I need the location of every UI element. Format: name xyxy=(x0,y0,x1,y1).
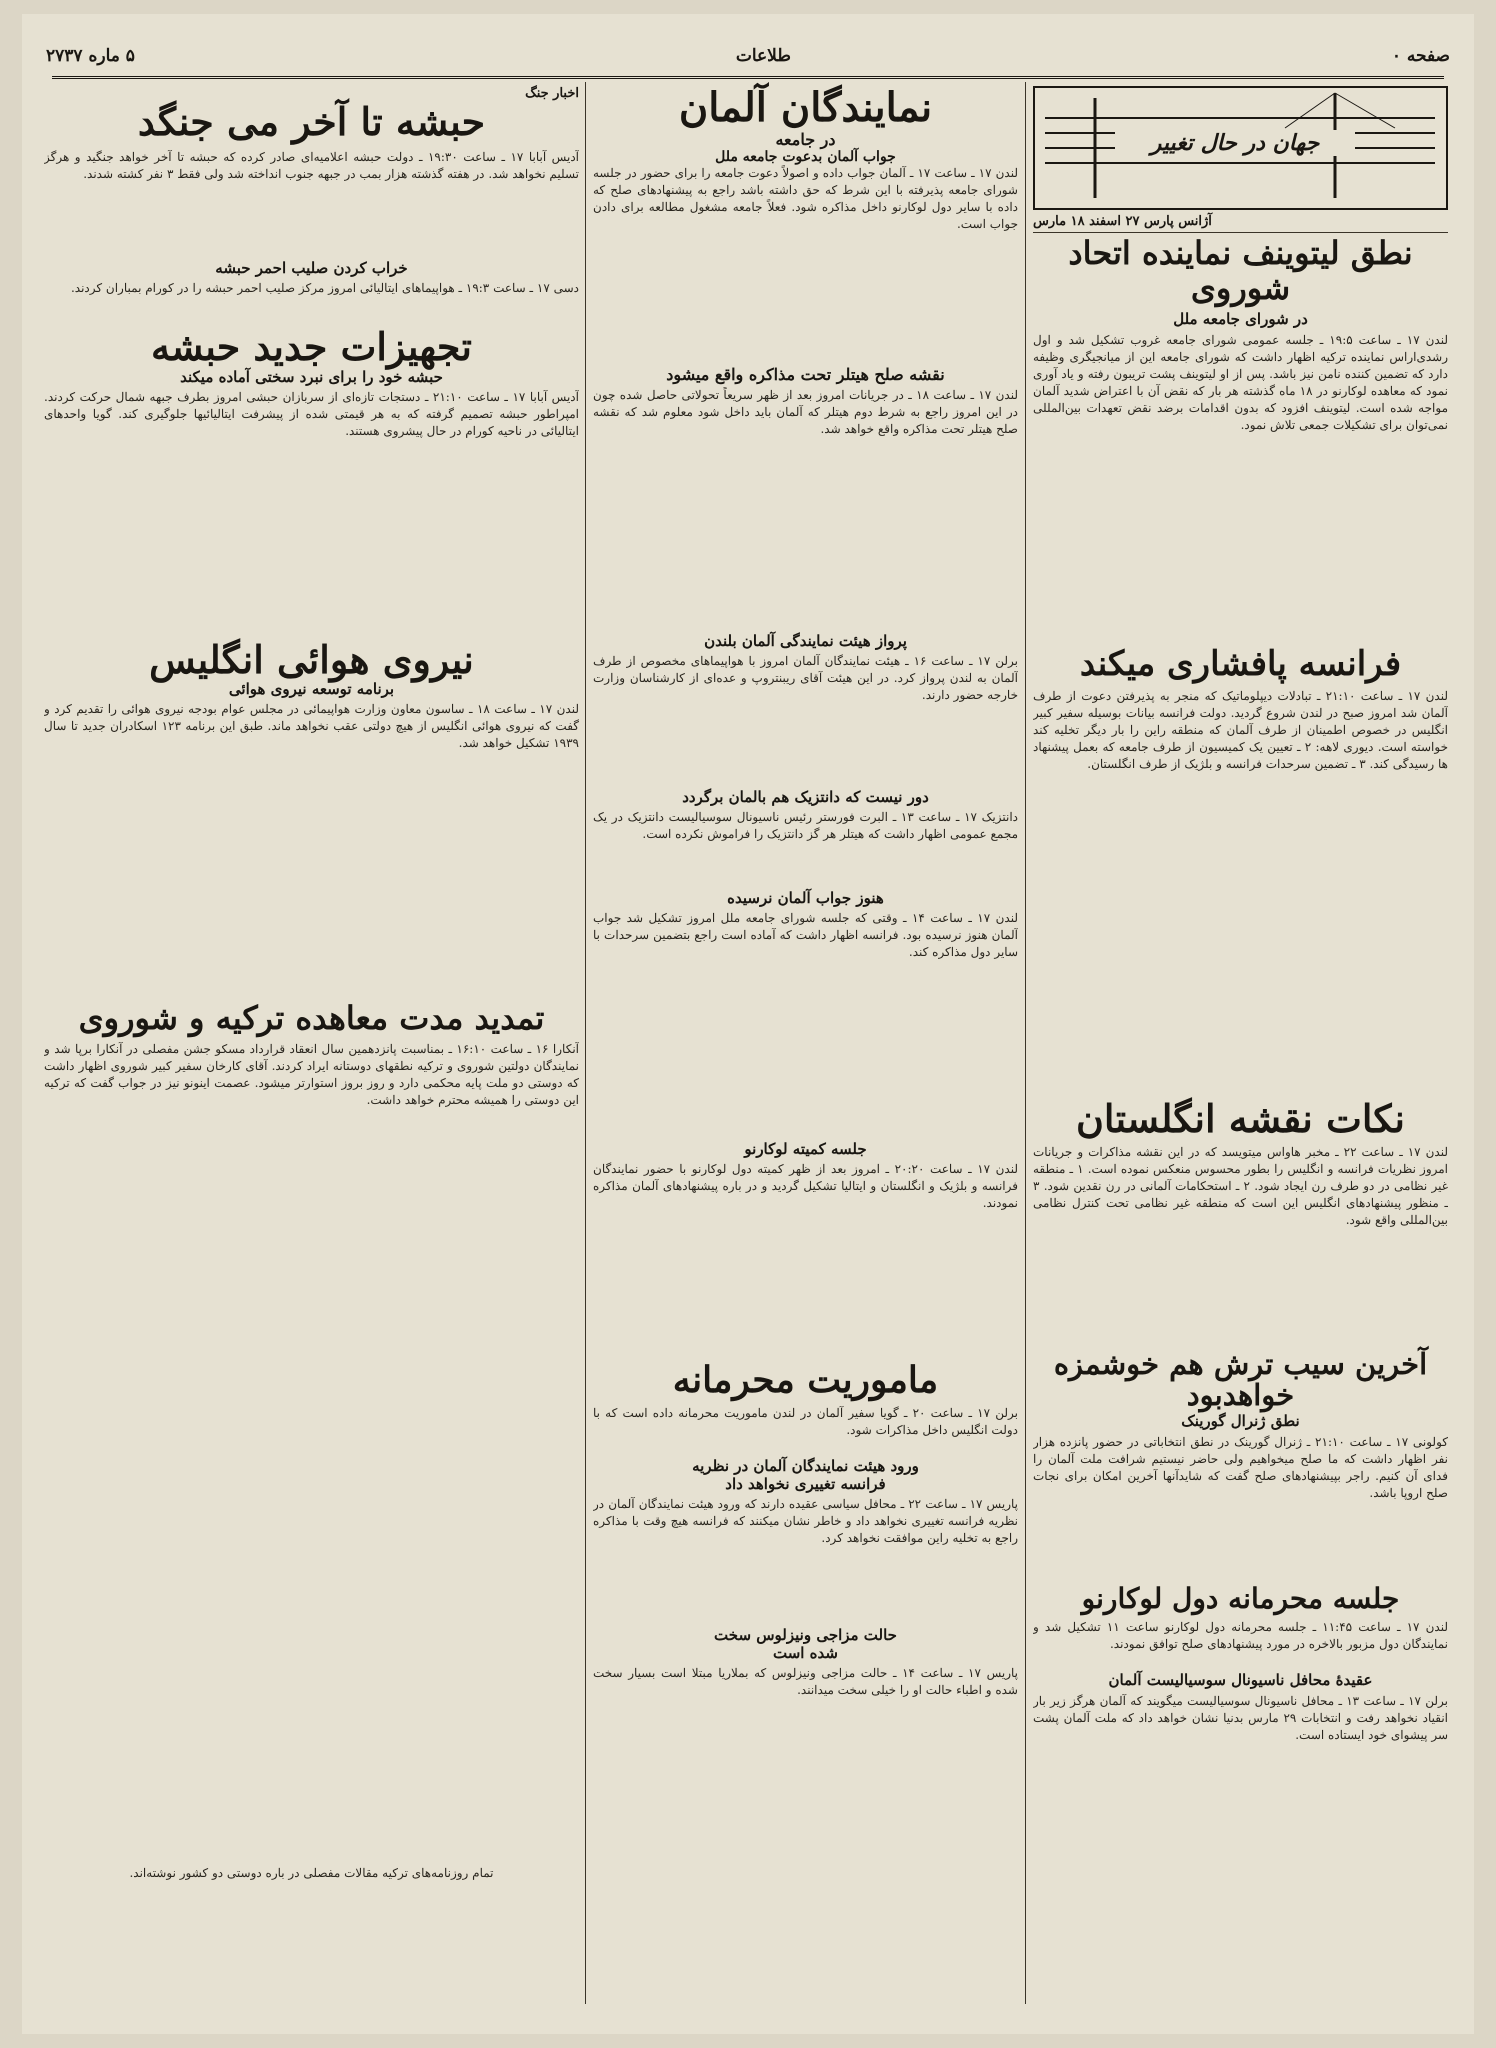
page-number: صفحه ۰ xyxy=(1391,46,1450,66)
article-mission: برلن ۱۷ ـ ساعت ۲۰ ـ گویا سفیر آلمان در لندن ماموریت محرمانه داده است که با دولت انگلیس داخل مذاکرات شود. xyxy=(593,1405,1018,1437)
banner-title: جهان در حال تغییر xyxy=(1115,130,1355,156)
article-hitler: لندن ۱۷ ـ ساعت ۱۸ ـ در جریانات امروز بعد از ظهر سریعاً تحولاتی حاصل شده چون در این امروز راجع به شرط دوم هیتلر که آلمان باید داخل شود معلوم شد که نقشه صلح هیتلر تحت مذاکره واقع خواهد شد. xyxy=(593,388,1018,436)
headline-england: نکات نقشه انگلستان xyxy=(1076,1095,1405,1141)
headline-flight: پرواز هیئت نمایندگی آلمان بلندن xyxy=(704,632,907,650)
headline-reply: هنوز جواب آلمان نرسیده xyxy=(727,889,884,907)
headline-litvinov: نطق لیتوینف نماینده اتحاد شوروی xyxy=(1068,234,1413,308)
subhead2-german: جواب آلمان بدعوت جامعه ملل xyxy=(715,149,896,165)
article-committee: لندن ۱۷ ـ ساعت ۲۰:۲۰ ـ امروز بعد از ظهر کمیته دول لوکارنو با حضور نمایندگان فرانسه و بلژیک و انگلستان و ایتالیا تشکیل گردید و در باره پیشنهادهای آلمان مذاکره نمودند. xyxy=(593,1162,1018,1210)
headline-mood2: شده است xyxy=(773,1643,838,1662)
article-fascism: برلن ۱۷ ـ ساعت ۱۳ ـ محافل ناسیونال سوسیالیست میگویند که آلمان هرگز زیر بار انقیاد نخواهد رفت و انتخابات ۲۹ مارس بدنیا نشان خواهد داد که ملت آلمان پشت سر پیشوای خود ایستاده است. xyxy=(1033,1694,1448,1743)
headline-turkey: تمدید مدت معاهده ترکیه و شوروی xyxy=(78,999,545,1038)
headline-mission: ماموریت محرمانه xyxy=(672,1359,939,1401)
page-header xyxy=(46,36,1450,76)
dateline: آژانس پارس ۲۷ اسفند ۱۸ مارس xyxy=(1033,214,1212,229)
headline-german: نمایندگان آلمان xyxy=(678,84,933,131)
header-rule xyxy=(52,76,1444,79)
article-raf: لندن ۱۷ ـ ساعت ۱۸ ـ ساسون معاون وزارت هواپیمائی در مجلس عوام بودجه نیروی هوائی را تقدیم کرد و گفت که نیروی هوائی انگلیس از هیچ دولتی عقب نخواهد ماند. طبق این برنامه ۱۲۳ اسکادران جدید تا سال ۱۹۳۹ تشکیل خواهد شد. xyxy=(44,702,579,751)
subhead-new-equip: حبشه خود را برای نبرد سختی آماده میکند xyxy=(180,367,443,386)
article-flight: برلن ۱۷ ـ ساعت ۱۶ ـ هیئت نمایندگان آلمان امروز با هواپیماهای مخصوص از طرف آلمان به لندن پرواز کرد. در این هیئت آقای ریبنتروپ و عده‌ای از کارشناسان وزارت خارجه حضور دارند. xyxy=(593,654,1018,702)
middle-column xyxy=(593,86,1018,1720)
article-england: لندن ۱۷ ـ ساعت ۲۲ ـ مخبر هاواس میتویسد که در این نقشه مذاکرات و جریانات امروز نظریات فرانسه و انگلیس را بطور محسوس منعکس نموده است. ۱ ـ منطقه غیر نظامی در دو طرف رن ایجاد شود. ۲ ـ استحکامات آلمانی در رن نقدین شود. ۳ ـ منظور پیشنهادهای انگلیس این است که منطقه غیر نظامی تحت کنترل نظامی بین‌المللی واقع شود. xyxy=(1033,1144,1448,1227)
headline-france: فرانسه پافشاری میکند xyxy=(1079,644,1402,685)
left-column xyxy=(44,86,579,1882)
subhead-raf: برنامه توسعه نیروی هوائی xyxy=(228,680,395,699)
article-red-cross: دسی ۱۷ ـ ساعت ۱۹:۳ ـ هواپیماهای ایتالیائی امروز مرکز صلیب احمر حبشه را در کورام بمباران کردند. xyxy=(70,280,579,295)
headline-entry2: فرانسه تغییری نخواهد داد xyxy=(725,1474,886,1493)
article-german: لندن ۱۷ ـ ساعت ۱۷ ـ آلمان جواب داده و اصولاً دعوت جامعه را برای حضور در جلسه شورای جامعه پذیرفته با این شرط که حق داشته باشد راجع به پیشنهادهای صلح که داده با سایر دول لوکارنو داخل مذاکره شود. فعلاً جامعه مشغول مطالعه برای دادن جواب است. xyxy=(593,166,1018,231)
article-locarno: لندن ۱۷ ـ ساعت ۱۱:۴۵ ـ جلسه محرمانه دول لوکارنو ساعت ۱۱ تشکیل شد و نمایندگان دول مزبور بالاخره در مورد پیشنهادهای صلح توافق نمودند. xyxy=(1033,1620,1448,1652)
subhead-apple: نطق ژنرال گورینک xyxy=(1181,1412,1300,1431)
headline-committee: جلسه کمیته لوکارنو xyxy=(744,1140,867,1158)
headline-dantzig: دور نیست که دانتزیک هم بالمان برگردد xyxy=(682,788,929,806)
headline-new-equip: تجهیزات جدید حبشه xyxy=(150,323,473,369)
article-dantzig: دانتزیک ۱۷ ـ ساعت ۱۳ ـ البرت فورستر رئیس ناسیونال سوسیالیست دانتزیک در یک مجمع عمومی اظهار داشت که هیتلر هر گز دانتزیک را فراموش نکرده است. xyxy=(593,810,1018,841)
article-new-equip: آدیس آبابا ۱۷ ـ ساعت ۲۱:۱۰ ـ دستجات تازه‌ای از سربازان حبشی امروز بطرف جبهه شمال حرکت کردند. امپراطور حبشه تصمیم گرفته که به هر قیمتی شده از پیشرفت ایتالیائیها جلوگیری کند. گویا واحدهای ایتالیائی در ناحیه کورام در حال پیشروی هستند. xyxy=(44,389,579,438)
rule xyxy=(1033,232,1448,233)
article-france: لندن ۱۷ ـ ساعت ۲۱:۱۰ ـ تبادلات دیپلوماتیک که منجر به پذیرفتن دعوت از طرف آلمان شد امروز صبح در لندن شروع گردید. دولت فرانسه بیانات بوسیله سفیر کبیر انگلیس در خصوص اطمینان از طرف آلمان که منطقه راین را بار دیگر تخلیه کند خواسته است. دیوری لاهه: ۲ ـ تعیین یک کمیسیون از طرف جامعه که بعمل پیشنهاد ها رسیدگی کند. ۳ ـ تضمین سرحدات فرانسه و بلژیک از طرف انگلستان. xyxy=(1033,688,1448,771)
article-entry: پاریس ۱۷ ـ ساعت ۲۲ ـ محافل سیاسی عقیده دارند که ورود هیئت نمایندگان آلمان در نظریه فرانسه تغییری نخواهد داد و خاطر نشان میکنند که فرانسه هیچ وقت با مذاکره راجع به تخلیه راین موافقت نخواهد کرد. xyxy=(593,1496,1018,1545)
headline-raf: نیروی هوائی انگلیس xyxy=(149,636,474,682)
issue-number: ۵ ماره ۲۷۳۷ xyxy=(46,46,135,66)
article-reply: لندن ۱۷ ـ ساعت ۱۴ ـ وقتی که جلسه شورای جامعه ملل امروز تشکیل شد جواب آلمان هنوز نرسیده بود. فرانسه اظهار داشت که آماده است راجع بتضمین سرحدات با سایر دول مذاکره کند. xyxy=(593,911,1018,959)
headline-war: حبشه تا آخر می جنگد xyxy=(137,99,486,144)
paper-title: طلاعات xyxy=(735,46,791,66)
article-turkey: آنکارا ۱۶ ـ ساعت ۱۶:۱۰ ـ بمناسبت پانزدهمین سال انعقاد قرارداد مسکو جشن مفصلی در آنکارا برپا شد و نمایندگان دولتین شوروی و ترکیه نطقهای دوستانه ایراد کردند. آقای کارخان سفیر کبیر شوروی اظهار داشت که دوستی دو ملت پایه محکمی دارد و روز بروز استوارتر میشود. عصمت اینونو نیز در جواب گفت که ترکیه این دوستی را همیشه محترم خواهد داشت. xyxy=(44,1041,579,1107)
subhead-red-cross: خراب کردن صلیب احمر حبشه xyxy=(215,258,408,277)
subhead-german: در جامعه xyxy=(775,130,836,149)
newspaper-page xyxy=(22,14,1474,2034)
headline-mood: حالت مزاجی ونیزلوس سخت xyxy=(714,1625,897,1644)
world-banner xyxy=(1033,86,1448,210)
article-note: تمام روزنامه‌های ترکیه مقالات مفصلی در باره دوستی دو کشور نوشته‌اند. xyxy=(129,1865,494,1880)
article-apple: کولونی ۱۷ ـ ساعت ۲۱:۱۰ ـ ژنرال گورینک در نطق انتخاباتی در حضور پانزده هزار نفر اظهار داشت که ما صلح میخواهیم ولی حاضر نیستیم شرافت ملت آلمان را فدای آن کنیم. راجر بپیشنهادهای صلح گفت که شایدآنها آخرین امکان برای نجات صلح اروپا باشد. xyxy=(1033,1435,1448,1501)
column-divider xyxy=(585,82,586,2004)
right-column xyxy=(1033,86,1448,1793)
article-mood: پاریس ۱۷ ـ ساعت ۱۴ ـ حالت مزاجی ونیزلوس که بملاریا مبتلا است بسیار سخت شده و اطباء حالت او را خیلی سخت میدانند. xyxy=(593,1665,1018,1697)
article-war: آدیس آبابا ۱۷ ـ ساعت ۱۹:۳۰ ـ دولت حبشه اعلامیه‌ای صادر کرده که حبشه تا آخر خواهد جنگید و هرگز تسلیم نخواهد شد. در هفته گذشته هزار بمب در جبهه جنوب انداخته شد ولی فقط ۳ نفر کشته شدند. xyxy=(44,149,579,181)
column-divider xyxy=(1025,82,1026,2004)
article-litvinov: لندن ۱۷ ـ ساعت ۱۹:۵ ـ جلسه عمومی شورای جامعه غروب تشکیل شد و اول رشدی‌اراس نماینده ترکیه اظهار داشت که شورای جامعه این از میانجیگری وظیفه دارد که تضمین کننده نامن نیز باشد. پس از او لیتوینف پشت تریبون رفته و یاد آوری نمود که معاهده لوکارنو در ۱۸ ماه گذشته هر بار که نقض آن با اعتراض شدید آلمان مواجه شده است. لیتوینف افزود که بدون اقدامات برضد نقض تعهدات بین‌المللی نمی‌توان برای تشکیلات جمعی تلاش نمود. xyxy=(1033,333,1448,433)
headline-apple: آخرین سیب ترش هم خوشمزه خواهدبود xyxy=(1053,1346,1428,1413)
headline-locarno: جلسه محرمانه دول لوکارنو xyxy=(1081,1582,1400,1616)
subhead-fascism: عقیدهٔ محافل ناسیونال سوسیالیست آلمان xyxy=(1108,1671,1373,1690)
subhead-litvinov: در شورای جامعه ملل xyxy=(1173,310,1308,329)
headline-entry: ورود هیئت نمایندگان آلمان در نظریه xyxy=(692,1456,919,1475)
section-label-war: اخبار جنگ xyxy=(525,86,579,101)
headline-hitler: نقشه صلح هیتلر تحت مذاکره واقع میشود xyxy=(666,365,945,384)
